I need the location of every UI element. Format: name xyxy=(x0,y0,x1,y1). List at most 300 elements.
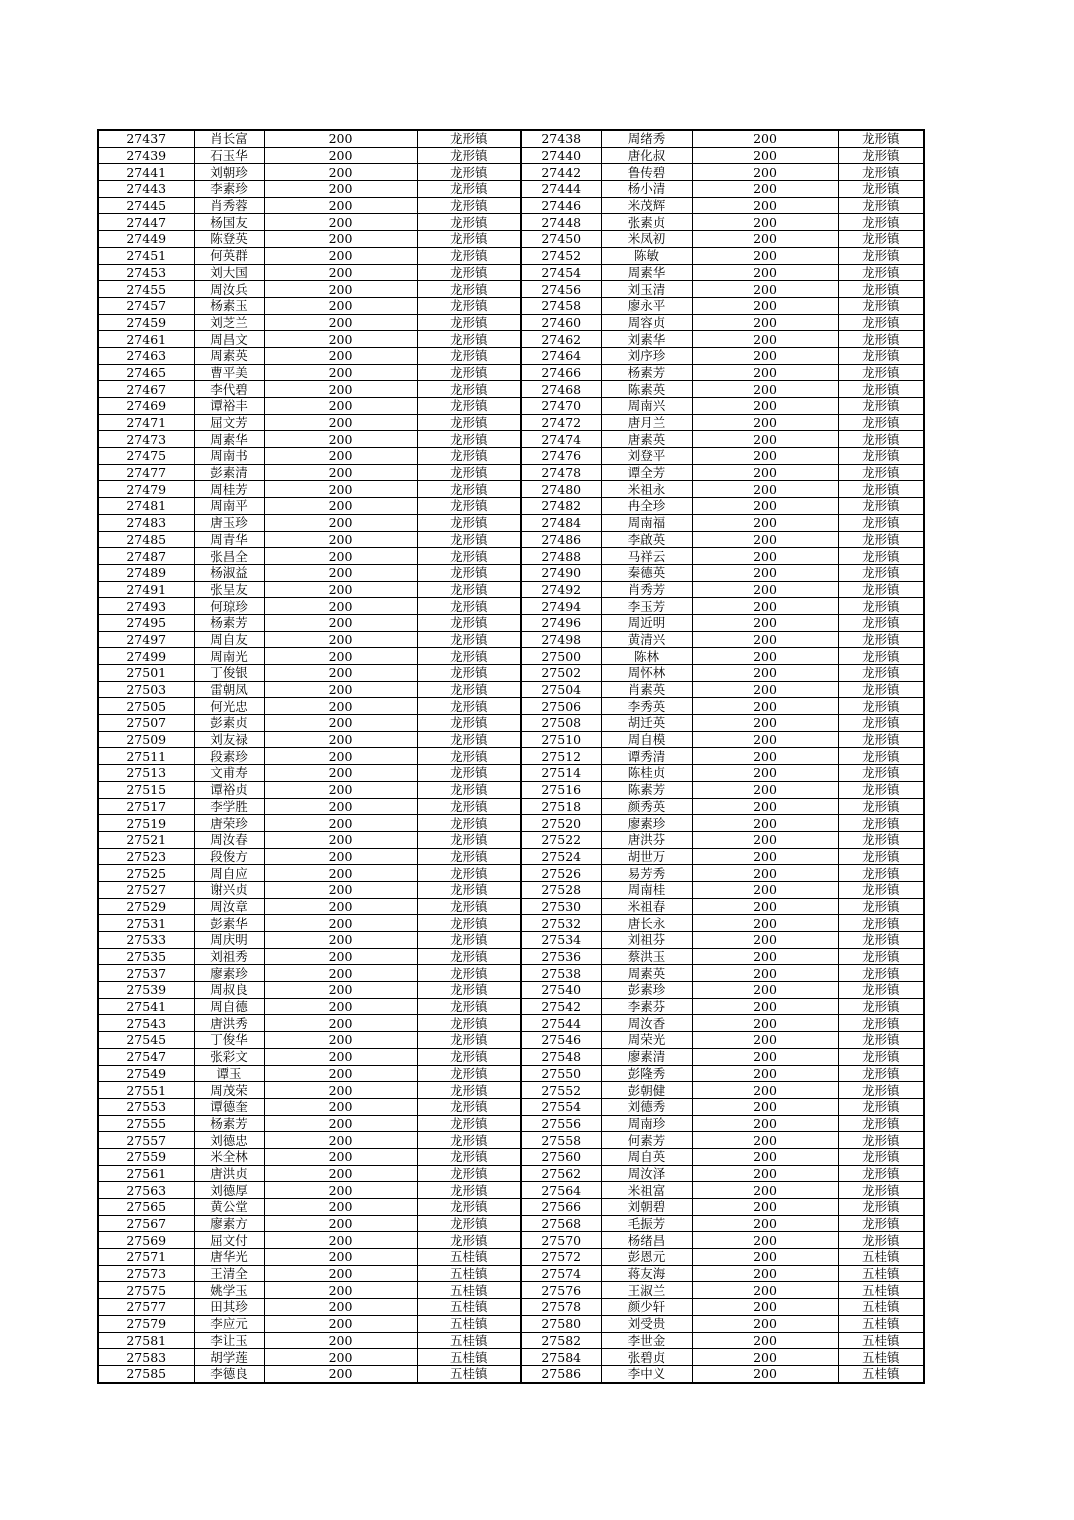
id-cell: 27440 xyxy=(521,147,601,164)
name-cell: 周素华 xyxy=(601,264,692,281)
name-cell: 张呈友 xyxy=(194,581,264,598)
id-cell: 27518 xyxy=(521,798,601,815)
name-cell: 廖永平 xyxy=(601,297,692,314)
name-cell: 谭秀清 xyxy=(601,748,692,765)
id-cell: 27533 xyxy=(98,932,194,949)
name-cell: 刘朝珍 xyxy=(194,164,264,181)
name-cell: 刘德秀 xyxy=(601,1098,692,1115)
name-cell: 周昌文 xyxy=(194,331,264,348)
name-cell: 周茂荣 xyxy=(194,1082,264,1099)
amount-cell: 200 xyxy=(264,715,417,732)
town-cell: 龙形镇 xyxy=(838,648,924,665)
id-cell: 27564 xyxy=(521,1182,601,1199)
id-cell: 27584 xyxy=(521,1349,601,1366)
name-cell: 彭朝健 xyxy=(601,1082,692,1099)
town-cell: 龙形镇 xyxy=(417,548,521,565)
table-row xyxy=(98,815,924,832)
table-row xyxy=(98,498,924,515)
town-cell: 龙形镇 xyxy=(838,831,924,848)
id-cell: 27484 xyxy=(521,514,601,531)
name-cell: 周怀林 xyxy=(601,665,692,682)
name-cell: 周自德 xyxy=(194,998,264,1015)
amount-cell: 200 xyxy=(692,130,838,147)
id-cell: 27473 xyxy=(98,431,194,448)
table-row xyxy=(98,514,924,531)
amount-cell: 200 xyxy=(692,998,838,1015)
amount-cell: 200 xyxy=(264,531,417,548)
amount-cell: 200 xyxy=(692,898,838,915)
amount-cell: 200 xyxy=(264,297,417,314)
town-cell: 龙形镇 xyxy=(417,881,521,898)
amount-cell: 200 xyxy=(692,1132,838,1149)
amount-cell: 200 xyxy=(692,498,838,515)
name-cell: 杨小清 xyxy=(601,181,692,198)
name-cell: 刘序珍 xyxy=(601,347,692,364)
name-cell: 周素华 xyxy=(194,431,264,448)
table-row xyxy=(98,614,924,631)
id-cell: 27490 xyxy=(521,564,601,581)
town-cell: 龙形镇 xyxy=(838,1048,924,1065)
amount-cell: 200 xyxy=(692,1215,838,1232)
town-cell: 龙形镇 xyxy=(417,781,521,798)
id-cell: 27522 xyxy=(521,831,601,848)
id-cell: 27443 xyxy=(98,181,194,198)
table-row xyxy=(98,297,924,314)
name-cell: 易芳秀 xyxy=(601,865,692,882)
id-cell: 27460 xyxy=(521,314,601,331)
name-cell: 马祥云 xyxy=(601,548,692,565)
name-cell: 周素英 xyxy=(601,965,692,982)
town-cell: 龙形镇 xyxy=(417,915,521,932)
table-row xyxy=(98,214,924,231)
amount-cell: 200 xyxy=(692,1115,838,1132)
town-cell: 龙形镇 xyxy=(417,281,521,298)
amount-cell: 200 xyxy=(692,1299,838,1316)
id-cell: 27523 xyxy=(98,848,194,865)
name-cell: 屈文芳 xyxy=(194,414,264,431)
id-cell: 27517 xyxy=(98,798,194,815)
table-row xyxy=(98,1215,924,1232)
amount-cell: 200 xyxy=(264,331,417,348)
id-cell: 27541 xyxy=(98,998,194,1015)
amount-cell: 200 xyxy=(264,698,417,715)
id-cell: 27531 xyxy=(98,915,194,932)
amount-cell: 200 xyxy=(692,364,838,381)
id-cell: 27449 xyxy=(98,231,194,248)
id-cell: 27549 xyxy=(98,1065,194,1082)
id-cell: 27453 xyxy=(98,264,194,281)
amount-cell: 200 xyxy=(692,1199,838,1216)
town-cell: 龙形镇 xyxy=(838,982,924,999)
amount-cell: 200 xyxy=(692,398,838,415)
town-cell: 龙形镇 xyxy=(417,414,521,431)
name-cell: 何琼珍 xyxy=(194,598,264,615)
name-cell: 周南桂 xyxy=(601,881,692,898)
id-cell: 27580 xyxy=(521,1315,601,1332)
amount-cell: 200 xyxy=(264,398,417,415)
amount-cell: 200 xyxy=(264,1182,417,1199)
town-cell: 龙形镇 xyxy=(417,564,521,581)
name-cell: 周荣光 xyxy=(601,1032,692,1049)
town-cell: 五桂镇 xyxy=(417,1299,521,1316)
id-cell: 27567 xyxy=(98,1215,194,1232)
town-cell: 龙形镇 xyxy=(838,531,924,548)
id-cell: 27459 xyxy=(98,314,194,331)
amount-cell: 200 xyxy=(692,965,838,982)
table-row xyxy=(98,898,924,915)
town-cell: 龙形镇 xyxy=(838,581,924,598)
amount-cell: 200 xyxy=(264,1082,417,1099)
id-cell: 27515 xyxy=(98,781,194,798)
name-cell: 谭裕贞 xyxy=(194,781,264,798)
name-cell: 张昌全 xyxy=(194,548,264,565)
id-cell: 27572 xyxy=(521,1249,601,1266)
name-cell: 廖素清 xyxy=(601,1048,692,1065)
table-row xyxy=(98,748,924,765)
name-cell: 彭素清 xyxy=(194,464,264,481)
id-cell: 27544 xyxy=(521,1015,601,1032)
amount-cell: 200 xyxy=(692,1165,838,1182)
town-cell: 五桂镇 xyxy=(838,1332,924,1349)
id-cell: 27487 xyxy=(98,548,194,565)
id-cell: 27574 xyxy=(521,1265,601,1282)
id-cell: 27575 xyxy=(98,1282,194,1299)
table-row xyxy=(98,1315,924,1332)
name-cell: 陈桂贞 xyxy=(601,765,692,782)
id-cell: 27510 xyxy=(521,731,601,748)
table-row xyxy=(98,798,924,815)
name-cell: 陈素英 xyxy=(601,381,692,398)
id-cell: 27548 xyxy=(521,1048,601,1065)
name-cell: 周汝泽 xyxy=(601,1165,692,1182)
town-cell: 龙形镇 xyxy=(417,731,521,748)
id-cell: 27442 xyxy=(521,164,601,181)
town-cell: 龙形镇 xyxy=(838,1082,924,1099)
id-cell: 27468 xyxy=(521,381,601,398)
amount-cell: 200 xyxy=(264,1015,417,1032)
town-cell: 龙形镇 xyxy=(417,1065,521,1082)
amount-cell: 200 xyxy=(264,1032,417,1049)
town-cell: 龙形镇 xyxy=(417,231,521,248)
name-cell: 段素珍 xyxy=(194,748,264,765)
name-cell: 刘登平 xyxy=(601,448,692,465)
town-cell: 龙形镇 xyxy=(417,948,521,965)
name-cell: 米全林 xyxy=(194,1148,264,1165)
name-cell: 刘祖秀 xyxy=(194,948,264,965)
amount-cell: 200 xyxy=(692,197,838,214)
id-cell: 27501 xyxy=(98,665,194,682)
town-cell: 龙形镇 xyxy=(417,164,521,181)
table-row xyxy=(98,231,924,248)
amount-cell: 200 xyxy=(692,264,838,281)
amount-cell: 200 xyxy=(264,1165,417,1182)
name-cell: 米茂辉 xyxy=(601,197,692,214)
name-cell: 刘德忠 xyxy=(194,1132,264,1149)
table-row xyxy=(98,765,924,782)
id-cell: 27480 xyxy=(521,481,601,498)
amount-cell: 200 xyxy=(692,331,838,348)
amount-cell: 200 xyxy=(264,1065,417,1082)
town-cell: 龙形镇 xyxy=(417,1182,521,1199)
id-cell: 27557 xyxy=(98,1132,194,1149)
id-cell: 27461 xyxy=(98,331,194,348)
amount-cell: 200 xyxy=(264,1299,417,1316)
amount-cell: 200 xyxy=(264,982,417,999)
id-cell: 27539 xyxy=(98,982,194,999)
amount-cell: 200 xyxy=(264,614,417,631)
town-cell: 龙形镇 xyxy=(417,1215,521,1232)
table-row xyxy=(98,698,924,715)
amount-cell: 200 xyxy=(264,231,417,248)
town-cell: 龙形镇 xyxy=(417,698,521,715)
name-cell: 陈登英 xyxy=(194,231,264,248)
town-cell: 五桂镇 xyxy=(417,1282,521,1299)
id-cell: 27474 xyxy=(521,431,601,448)
name-cell: 廖素珍 xyxy=(194,965,264,982)
name-cell: 杨素玉 xyxy=(194,297,264,314)
id-cell: 27563 xyxy=(98,1182,194,1199)
name-cell: 杨国友 xyxy=(194,214,264,231)
name-cell: 李让玉 xyxy=(194,1332,264,1349)
id-cell: 27451 xyxy=(98,247,194,264)
town-cell: 龙形镇 xyxy=(838,998,924,1015)
amount-cell: 200 xyxy=(692,464,838,481)
amount-cell: 200 xyxy=(264,915,417,932)
id-cell: 27483 xyxy=(98,514,194,531)
town-cell: 龙形镇 xyxy=(838,748,924,765)
name-cell: 唐玉珍 xyxy=(194,514,264,531)
town-cell: 龙形镇 xyxy=(417,765,521,782)
town-cell: 龙形镇 xyxy=(417,481,521,498)
amount-cell: 200 xyxy=(264,948,417,965)
town-cell: 龙形镇 xyxy=(417,398,521,415)
id-cell: 27555 xyxy=(98,1115,194,1132)
town-cell: 龙形镇 xyxy=(838,164,924,181)
name-cell: 黄清兴 xyxy=(601,631,692,648)
name-cell: 刘朝碧 xyxy=(601,1199,692,1216)
town-cell: 龙形镇 xyxy=(838,1148,924,1165)
town-cell: 龙形镇 xyxy=(838,130,924,147)
amount-cell: 200 xyxy=(264,1349,417,1366)
town-cell: 五桂镇 xyxy=(417,1332,521,1349)
id-cell: 27467 xyxy=(98,381,194,398)
id-cell: 27586 xyxy=(521,1365,601,1382)
name-cell: 唐洪秀 xyxy=(194,1015,264,1032)
town-cell: 龙形镇 xyxy=(838,414,924,431)
town-cell: 龙形镇 xyxy=(838,731,924,748)
name-cell: 周南兴 xyxy=(601,398,692,415)
table-row xyxy=(98,347,924,364)
id-cell: 27558 xyxy=(521,1132,601,1149)
town-cell: 龙形镇 xyxy=(838,932,924,949)
name-cell: 刘玉清 xyxy=(601,281,692,298)
name-cell: 谭玉 xyxy=(194,1065,264,1082)
id-cell: 27530 xyxy=(521,898,601,915)
name-cell: 刘祖芬 xyxy=(601,932,692,949)
town-cell: 龙形镇 xyxy=(417,381,521,398)
id-cell: 27550 xyxy=(521,1065,601,1082)
id-cell: 27560 xyxy=(521,1148,601,1165)
amount-cell: 200 xyxy=(692,514,838,531)
amount-cell: 200 xyxy=(264,1098,417,1115)
name-cell: 刘受贵 xyxy=(601,1315,692,1332)
name-cell: 李德良 xyxy=(194,1365,264,1382)
id-cell: 27537 xyxy=(98,965,194,982)
town-cell: 龙形镇 xyxy=(838,314,924,331)
name-cell: 周自模 xyxy=(601,731,692,748)
town-cell: 龙形镇 xyxy=(417,982,521,999)
town-cell: 龙形镇 xyxy=(838,214,924,231)
town-cell: 龙形镇 xyxy=(838,247,924,264)
amount-cell: 200 xyxy=(692,631,838,648)
amount-cell: 200 xyxy=(692,765,838,782)
amount-cell: 200 xyxy=(264,815,417,832)
town-cell: 龙形镇 xyxy=(417,1132,521,1149)
id-cell: 27504 xyxy=(521,681,601,698)
amount-cell: 200 xyxy=(264,197,417,214)
name-cell: 肖秀蓉 xyxy=(194,197,264,214)
town-cell: 龙形镇 xyxy=(838,915,924,932)
amount-cell: 200 xyxy=(264,1048,417,1065)
amount-cell: 200 xyxy=(264,681,417,698)
table-row xyxy=(98,164,924,181)
town-cell: 龙形镇 xyxy=(838,381,924,398)
id-cell: 27553 xyxy=(98,1098,194,1115)
amount-cell: 200 xyxy=(264,181,417,198)
id-cell: 27516 xyxy=(521,781,601,798)
town-cell: 龙形镇 xyxy=(417,181,521,198)
id-cell: 27452 xyxy=(521,247,601,264)
name-cell: 唐化叔 xyxy=(601,147,692,164)
amount-cell: 200 xyxy=(692,698,838,715)
id-cell: 27532 xyxy=(521,915,601,932)
town-cell: 龙形镇 xyxy=(417,965,521,982)
amount-cell: 200 xyxy=(264,581,417,598)
table-row xyxy=(98,1065,924,1082)
amount-cell: 200 xyxy=(692,1182,838,1199)
table-row xyxy=(98,314,924,331)
table-row xyxy=(98,1332,924,1349)
id-cell: 27552 xyxy=(521,1082,601,1099)
table-body xyxy=(98,130,924,1383)
name-cell: 周庆明 xyxy=(194,932,264,949)
name-cell: 周近明 xyxy=(601,614,692,631)
amount-cell: 200 xyxy=(264,998,417,1015)
table-row xyxy=(98,1182,924,1199)
name-cell: 周南书 xyxy=(194,448,264,465)
town-cell: 龙形镇 xyxy=(417,1015,521,1032)
id-cell: 27450 xyxy=(521,231,601,248)
id-cell: 27551 xyxy=(98,1082,194,1099)
amount-cell: 200 xyxy=(692,481,838,498)
name-cell: 谭裕丰 xyxy=(194,398,264,415)
table-row xyxy=(98,564,924,581)
name-cell: 米祖富 xyxy=(601,1182,692,1199)
town-cell: 龙形镇 xyxy=(417,514,521,531)
amount-cell: 200 xyxy=(692,431,838,448)
amount-cell: 200 xyxy=(264,1232,417,1249)
town-cell: 五桂镇 xyxy=(417,1265,521,1282)
name-cell: 杨素芳 xyxy=(601,364,692,381)
id-cell: 27446 xyxy=(521,197,601,214)
town-cell: 五桂镇 xyxy=(838,1265,924,1282)
id-cell: 27578 xyxy=(521,1299,601,1316)
amount-cell: 200 xyxy=(692,247,838,264)
town-cell: 龙形镇 xyxy=(417,314,521,331)
town-cell: 龙形镇 xyxy=(838,431,924,448)
id-cell: 27561 xyxy=(98,1165,194,1182)
town-cell: 龙形镇 xyxy=(838,147,924,164)
town-cell: 五桂镇 xyxy=(417,1315,521,1332)
amount-cell: 200 xyxy=(692,414,838,431)
name-cell: 何英群 xyxy=(194,247,264,264)
town-cell: 龙形镇 xyxy=(417,1082,521,1099)
id-cell: 27477 xyxy=(98,464,194,481)
town-cell: 龙形镇 xyxy=(838,898,924,915)
name-cell: 李代碧 xyxy=(194,381,264,398)
amount-cell: 200 xyxy=(692,297,838,314)
town-cell: 龙形镇 xyxy=(417,1232,521,1249)
name-cell: 屈文付 xyxy=(194,1232,264,1249)
town-cell: 龙形镇 xyxy=(417,631,521,648)
name-cell: 李玉芳 xyxy=(601,598,692,615)
table-row xyxy=(98,1048,924,1065)
name-cell: 颜秀英 xyxy=(601,798,692,815)
amount-cell: 200 xyxy=(692,1048,838,1065)
table-row xyxy=(98,998,924,1015)
name-cell: 谭全芳 xyxy=(601,464,692,481)
amount-cell: 200 xyxy=(692,164,838,181)
table-row xyxy=(98,1082,924,1099)
town-cell: 龙形镇 xyxy=(417,297,521,314)
town-cell: 龙形镇 xyxy=(417,1165,521,1182)
name-cell: 廖素珍 xyxy=(601,815,692,832)
id-cell: 27568 xyxy=(521,1215,601,1232)
amount-cell: 200 xyxy=(692,731,838,748)
id-cell: 27540 xyxy=(521,982,601,999)
amount-cell: 200 xyxy=(692,1148,838,1165)
id-cell: 27554 xyxy=(521,1098,601,1115)
id-cell: 27585 xyxy=(98,1365,194,1382)
id-cell: 27513 xyxy=(98,765,194,782)
town-cell: 龙形镇 xyxy=(417,932,521,949)
amount-cell: 200 xyxy=(692,1098,838,1115)
name-cell: 胡学莲 xyxy=(194,1349,264,1366)
id-cell: 27485 xyxy=(98,531,194,548)
amount-cell: 200 xyxy=(264,765,417,782)
name-cell: 张碧贞 xyxy=(601,1349,692,1366)
table-row xyxy=(98,982,924,999)
town-cell: 龙形镇 xyxy=(838,448,924,465)
name-cell: 陈林 xyxy=(601,648,692,665)
id-cell: 27514 xyxy=(521,765,601,782)
name-cell: 鲁传碧 xyxy=(601,164,692,181)
table-row xyxy=(98,581,924,598)
name-cell: 唐荣珍 xyxy=(194,815,264,832)
town-cell: 龙形镇 xyxy=(417,214,521,231)
id-cell: 27569 xyxy=(98,1232,194,1249)
name-cell: 唐洪芬 xyxy=(601,831,692,848)
town-cell: 龙形镇 xyxy=(838,1182,924,1199)
name-cell: 周素英 xyxy=(194,347,264,364)
town-cell: 龙形镇 xyxy=(417,431,521,448)
amount-cell: 200 xyxy=(692,531,838,548)
amount-cell: 200 xyxy=(264,731,417,748)
amount-cell: 200 xyxy=(264,314,417,331)
table-row xyxy=(98,331,924,348)
table-row xyxy=(98,181,924,198)
table-row xyxy=(98,831,924,848)
